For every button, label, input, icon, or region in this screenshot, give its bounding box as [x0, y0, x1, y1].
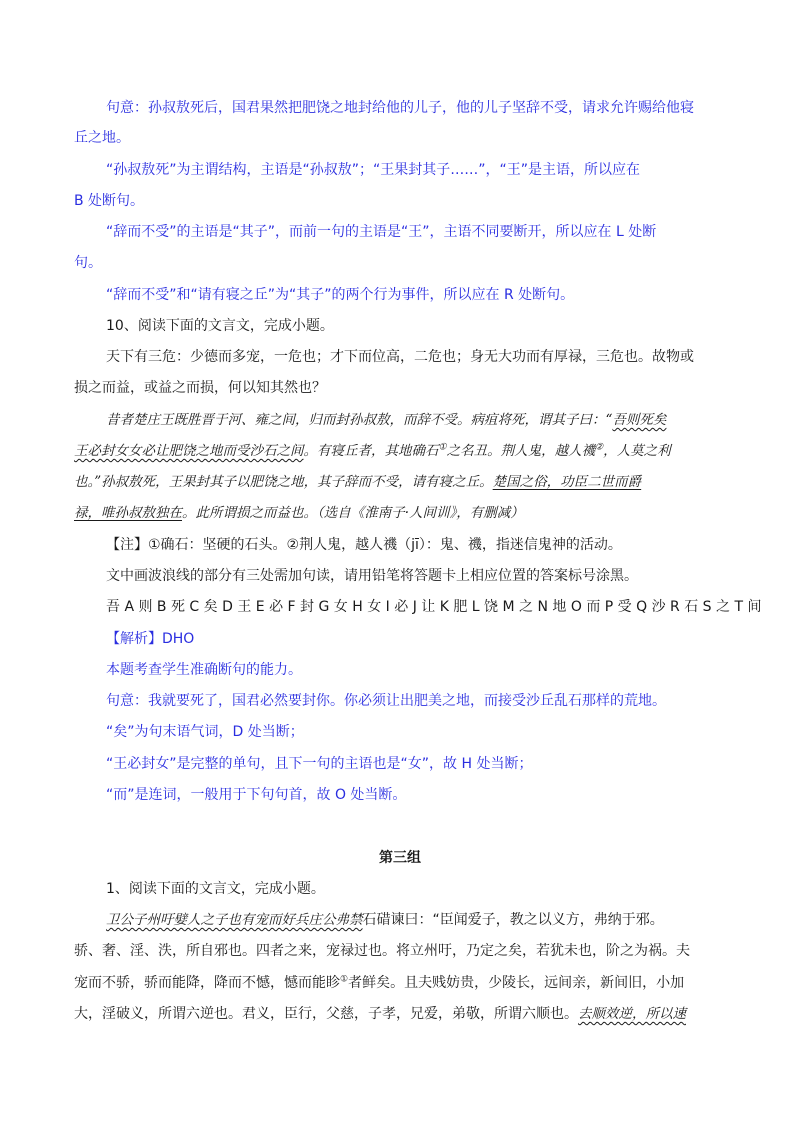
analysis-line: 句。 [74, 255, 102, 271]
footnote: 【注】①确石：坚硬的石头。②荆人鬼，越人禨（jī）：鬼、禨，指迷信鬼神的活动。 [106, 537, 622, 553]
answer-options: 吾 A 则 B 死 C 矣 D 王 E 必 F 封 G 女 H 女 I 必 J 让 K 肥 L 饶 M 之 N 地 O 而 P 受 Q 沙 R 石 S 之 T 间 [106, 599, 762, 615]
wavy-underlined-text: 王必封女女必让肥饶之地而受沙石之间 [74, 443, 304, 459]
passage-line [0, 973, 800, 993]
passage-text: 者鲜矣。且夫贱妨贵，少陵长，远间亲，新间旧，小加 [348, 975, 685, 991]
analysis-line: “辞而不受”的主语是“其子”，而前一句的主语是“王”，主语不同要断开，所以应在 L 处断 [106, 224, 657, 240]
underlined-text: 楚国之俗，功臣二世而爵 [492, 474, 642, 490]
analysis-line: “矣”为句末语气词，D 处当断； [106, 724, 304, 740]
underlined-text: 禄，唯孙叔敖独在 [74, 505, 182, 521]
analysis-line: “而”是连词，一般用于下句句首，故 O 处当断。 [106, 787, 407, 803]
passage-text: 。此所谓损之而益也。（选自《淮南子·人间训》，有删减） [182, 505, 524, 521]
passage-text: 。有寝丘者，其地确石 [303, 443, 439, 459]
section-heading: 第三组 [379, 850, 421, 866]
passage-line: 骄、奢、淫、泆，所自邪也。四者之来，宠禄过也。将立州吁，乃定之矣，若犹未也，阶之为祸。夫 [74, 943, 690, 959]
footnote-marker: ① [438, 442, 447, 453]
passage-text: ，人莫之利 [603, 443, 671, 459]
footnote-marker: ② [595, 442, 604, 453]
instruction: 文中画波浪线的部分有三处需加句读，请用铅笔将答题卡上相应位置的答案标号涂黑。 [106, 568, 638, 584]
wavy-underlined-text: 吾则死矣 [612, 412, 667, 428]
passage-text: 之名丑。荆人鬼，越人禨 [446, 443, 596, 459]
wavy-underlined-text: 卫公子州吁嬖人之子也有宠而好兵庄公弗禁 [106, 912, 363, 928]
passage-line: 天下有三危：少德而多宠，一危也；才下而位高，二危也；身无大功而有厚禄，三危也。故物或 [106, 349, 694, 365]
passage-line [0, 910, 800, 930]
analysis-line: B 处断句。 [74, 193, 145, 209]
analysis-line: 句意：孙叔敖死后，国君果然把肥饶之地封给他的儿子，他的儿子坚辞不受，请求允许赐给他寝 [106, 100, 694, 116]
analysis-line: 句意：我就要死了，国君必然要封你。你必须让出肥美之地，而接受沙丘乱石那样的荒地。 [106, 693, 666, 709]
analysis-line: 本题考查学生准确断句的能力。 [106, 662, 302, 678]
passage-text: 大，淫破义，所谓六逆也。君义，臣行，父慈，子孝，兄爱，弟敬，所谓六顺也。 [74, 1006, 578, 1022]
analysis-line: “孙叔敖死”为主谓结构，主语是“孙叔敖”；“王果封其子……”，“王”是主语，所以应在 [106, 162, 641, 178]
passage-text: 也。”孙叔敖死，王果封其子以肥饶之地，其子辞而不受，请有寝之丘。 [74, 474, 493, 490]
passage-line: 损之而益，或益之而损，何以知其然也？ [74, 380, 326, 396]
answer-line [0, 629, 800, 649]
question-title: 10、阅读下面的文言文，完成小题。 [106, 318, 334, 334]
passage-line [0, 472, 800, 492]
passage-line [0, 441, 800, 461]
passage-line [0, 503, 800, 523]
passage-text: 石碏谏曰：“臣闻爱子，教之以义方，弗纳于邪。 [362, 912, 664, 928]
passage-line [0, 1004, 800, 1024]
answer-label: 【解析】 [106, 631, 162, 647]
passage-text: 昔者楚庄王既胜晋于河、雍之间，归而封孙叔敖，而辞不受。病疽将死，谓其子曰：“ [106, 412, 613, 428]
analysis-line: 丘之地。 [74, 130, 130, 146]
analysis-line: “王必封女”是完整的单句，且下一句的主语也是“女”，故 H 处当断； [106, 756, 533, 772]
passage-text: 宠而不骄，骄而能降，降而不憾，憾而能眕 [74, 975, 340, 991]
analysis-line: “辞而不受”和“请有寝之丘”为“其子”的两个行为事件，所以应在 R 处断句。 [106, 287, 575, 303]
question-title: 1、阅读下面的文言文，完成小题。 [106, 881, 325, 897]
wavy-underlined-text: 去顺效逆，所以速 [578, 1006, 686, 1022]
answer-value: DHO [162, 631, 195, 647]
footnote-marker: ① [340, 974, 349, 985]
passage-line [0, 410, 800, 430]
